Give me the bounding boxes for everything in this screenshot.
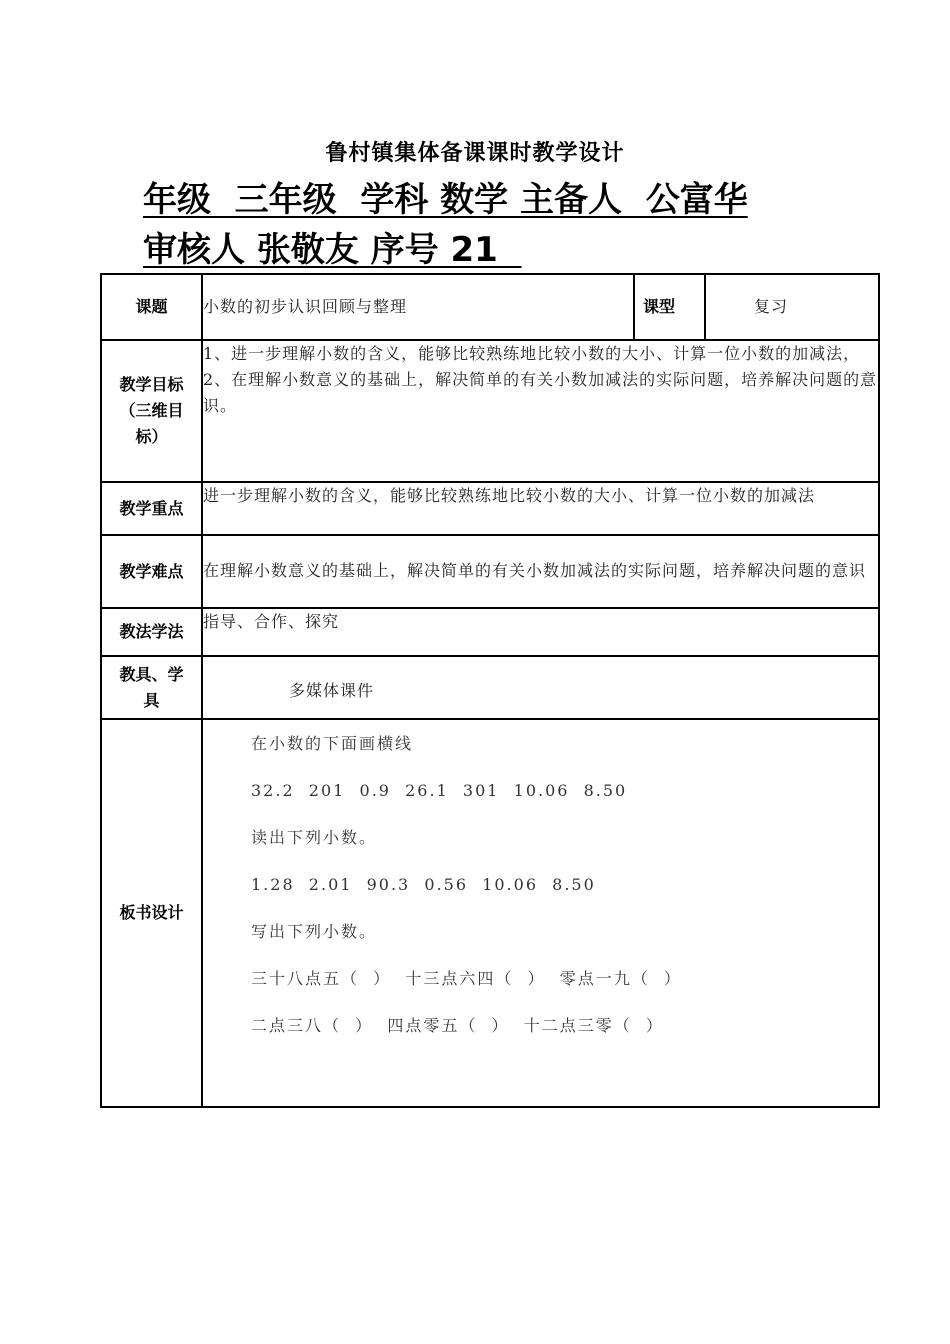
label-focus: 教学重点: [101, 482, 202, 535]
page-title: 鲁村镇集体备课课时教学设计: [325, 141, 625, 166]
focus-value: 进一步理解小数的含义，能够比较熟练地比较小数的大小、计算一位小数的加减法: [202, 482, 879, 535]
label-topic: 课题: [101, 274, 202, 340]
board-content: [202, 719, 879, 1107]
difficulty-value: 在理解小数意义的基础上，解决简单的有关小数加减法的实际问题，培养解决问题的意识: [202, 535, 879, 608]
header-line-reviewer-number: 审核人 张敬友 序号 21: [143, 230, 522, 270]
row-focus: [101, 482, 879, 535]
board-line-5: 写出下列小数。: [251, 922, 378, 941]
lesson-plan-table: [100, 273, 880, 1108]
board-line-3: 读出下列小数。: [251, 828, 378, 847]
board-line-2: 32.2 201 0.9 26.1 301 10.06 8.50: [251, 781, 628, 800]
goal-line-2: 2、在理解小数意义的基础上，解决简单的有关小数加减法的实际问题，培养解决问题的意识。: [203, 370, 878, 415]
label-lesson-type: 课型: [634, 274, 705, 340]
methods-value: 指导、合作、探究: [202, 608, 879, 656]
tools-value: 多媒体课件: [202, 656, 879, 719]
goal-line-1: 1、进一步理解小数的含义，能够比较熟练地比较小数的大小、计算一位小数的加减法，: [203, 344, 861, 363]
label-board: 板书设计: [101, 719, 202, 1107]
board-line-7: 二点三八（ ） 四点零五（ ） 十二点三零（ ）: [251, 1016, 664, 1035]
board-line-1: 在小数的下面画横线: [251, 734, 414, 753]
lesson-type-value: 复习: [705, 274, 879, 340]
label-difficulty: 教学难点: [101, 535, 202, 608]
row-difficulty: [101, 535, 879, 608]
row-methods: [101, 608, 879, 656]
row-tools: [101, 656, 879, 719]
label-goals: 教学目标（三维目标）: [101, 340, 202, 482]
goals-content: [202, 340, 879, 482]
row-board: [101, 719, 879, 1107]
topic-value: 小数的初步认识回顾与整理: [202, 274, 634, 340]
header-line-grade-subject: 年级 三年级 学科 数学 主备人 公富华: [143, 180, 748, 220]
board-line-6: 三十八点五（ ） 十三点六四（ ） 零点一九（ ）: [251, 969, 682, 988]
label-methods: 教法学法: [101, 608, 202, 656]
label-tools: 教具、学具: [101, 656, 202, 719]
row-topic: [101, 274, 879, 340]
row-goals: [101, 340, 879, 482]
board-line-4: 1.28 2.01 90.3 0.56 10.06 8.50: [251, 875, 596, 894]
